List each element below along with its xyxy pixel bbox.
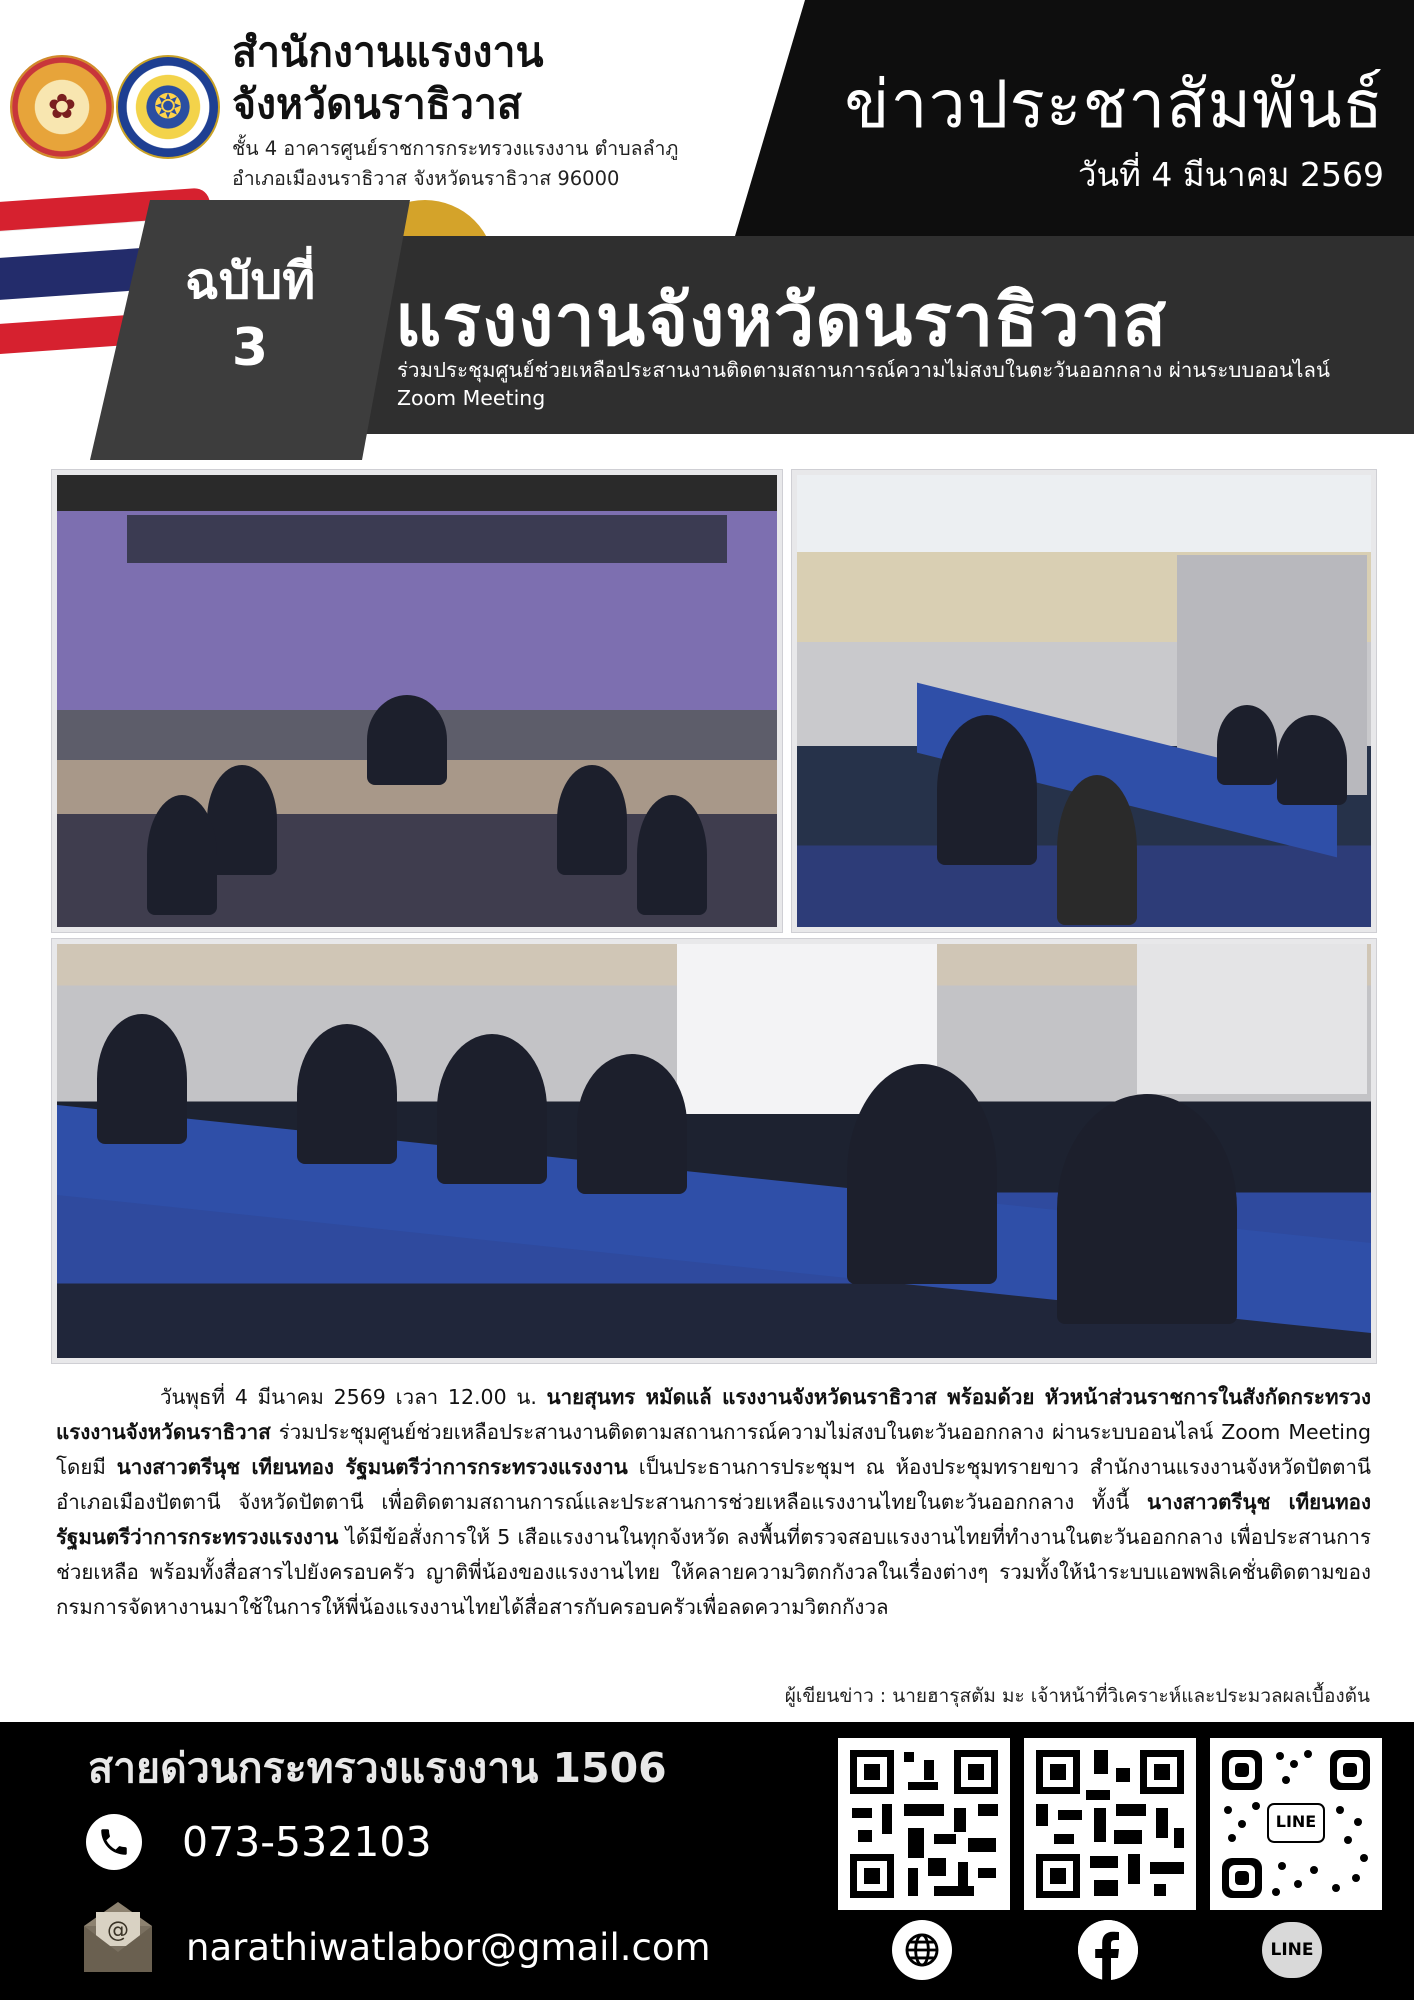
article-bold-text: นางสาวตรีนุช เทียนทอง รัฐมนตรีว่าการกระทรวงแรงงาน [56, 1490, 1371, 1549]
line-icon[interactable] [1262, 1922, 1322, 1978]
office-name-line1: สำนักงานแรงงาน [232, 28, 544, 76]
facebook-icon[interactable] [1078, 1920, 1138, 1980]
release-date: วันที่ 4 มีนาคม 2569 [1078, 155, 1384, 194]
photo-meeting-room-1 [792, 470, 1376, 932]
phone-icon [86, 1814, 142, 1870]
issue-label: ฉบับที่ [184, 252, 316, 310]
address-line2: อำเภอเมืองนราธิวาส จังหวัดนราธิวาส 96000 [232, 167, 620, 190]
photo-meeting-room-2 [52, 939, 1376, 1363]
office-name-line2: จังหวัดนราธิวาส [232, 80, 522, 128]
mail-icon [80, 1900, 156, 1976]
subheadline: ร่วมประชุมศูนย์ช่วยเหลือประสานงานติดตามสถานการณ์ความไม่สงบในตะวันออกกลาง ผ่านระบบออนไลน์ Zoom Meeting [397, 358, 1330, 410]
qr-code-icon [1024, 1738, 1196, 1910]
address-line1: ชั้น 4 อาคารศูนย์ราชการกระทรวงแรงงาน ตำบลลำภู [232, 137, 679, 160]
phone-number[interactable]: 073-532103 [182, 1818, 432, 1866]
headline: แรงงานจังหวัดนราธิวาส [395, 278, 1168, 362]
emblem-icon: ❂ [153, 87, 183, 127]
photo-zoom-meeting-screen [52, 470, 782, 932]
article-text: ร่วมประชุมศูนย์ช่วยเหลือประสานงานติดตามสถานการณ์ความไม่สงบในตะวันออกกลาง ผ่านระบบออนไลน์ Zoom Meeting โดยมี [56, 1420, 1371, 1479]
emblem-icon: ✿ [47, 87, 77, 127]
qr-code-facebook[interactable] [1024, 1738, 1196, 1910]
globe-icon[interactable] [892, 1920, 952, 1980]
video-thumbnails-strip [127, 515, 727, 563]
article-text: วันพุธที่ 4 มีนาคม 2569 เวลา 12.00 น. [160, 1385, 547, 1409]
article-bold-text: นางสาวตรีนุช เทียนทอง รัฐมนตรีว่าการกระทรวงแรงงาน [116, 1455, 628, 1479]
article-text: เป็นประธานการประชุมฯ ณ ห้องประชุมทรายขาว สำนักงานแรงงานจังหวัดปัตตานี อำเภอเมืองปัตตานี จังหวัดปัตตานี เพื่อติดตามสถานการณ์และประสานการช่วยเหลือแรงงานไทยในตะวันออกกลาง ทั้งนี้ [56, 1455, 1371, 1514]
article-body [56, 1380, 1371, 1625]
qr-line-label: LINE [1275, 1812, 1317, 1831]
email-address[interactable]: narathiwatlabor@gmail.com [186, 1926, 711, 1969]
office-name [232, 26, 544, 130]
article-text: ได้มีข้อสั่งการให้ 5 เสือแรงงานในทุกจังหวัด ลงพื้นที่ตรวจสอบแรงงานไทยที่ทำงานในตะวันออกกลาง เพื่อประสานการช่วยเหลือ พร้อมทั้งสื่อสารไปยังครอบครัว ญาติพี่น้องของแรงงานไทย ให้คลายความวิตกกังวลในเรื่องต่างๆ รวมทั้งให้นำระบบแอพพลิเคชั่นติดตามของกรมการจัดหางานมาใช้ในการให้พี่น้องแรงงานไทยได้สื่อสารกับครอบครัวเพื่อลดความวิตกกังวล [56, 1525, 1371, 1619]
hotline-text: สายด่วนกระทรวงแรงงาน 1506 [88, 1744, 667, 1792]
press-release-title: ข่าวประชาสัมพันธ์ [844, 66, 1384, 143]
ministry-of-labour-logo [10, 55, 114, 159]
office-address [232, 134, 678, 194]
line-icon-label: LINE [1270, 1940, 1314, 1960]
issue-number: 3 [231, 318, 269, 378]
department-logo [116, 55, 220, 159]
qr-code-website[interactable] [838, 1738, 1010, 1910]
article-bold-text: นายสุนทร หมัดแล้ แรงงานจังหวัดนราธิวาส พร้อมด้วย หัวหน้าส่วนราชการในสังกัดกระทรวงแรงงานจังหวัดนราธิวาส [56, 1385, 1371, 1444]
author-byline: ผู้เขียนข่าว : นายฮารุสตัม มะ เจ้าหน้าที่วิเคราะห์และประมวลผลเบื้องต้น [784, 1685, 1370, 1707]
svg-text:@: @ [107, 1918, 129, 1943]
qr-code-icon [838, 1738, 1010, 1910]
qr-code-line[interactable] [1210, 1738, 1382, 1910]
